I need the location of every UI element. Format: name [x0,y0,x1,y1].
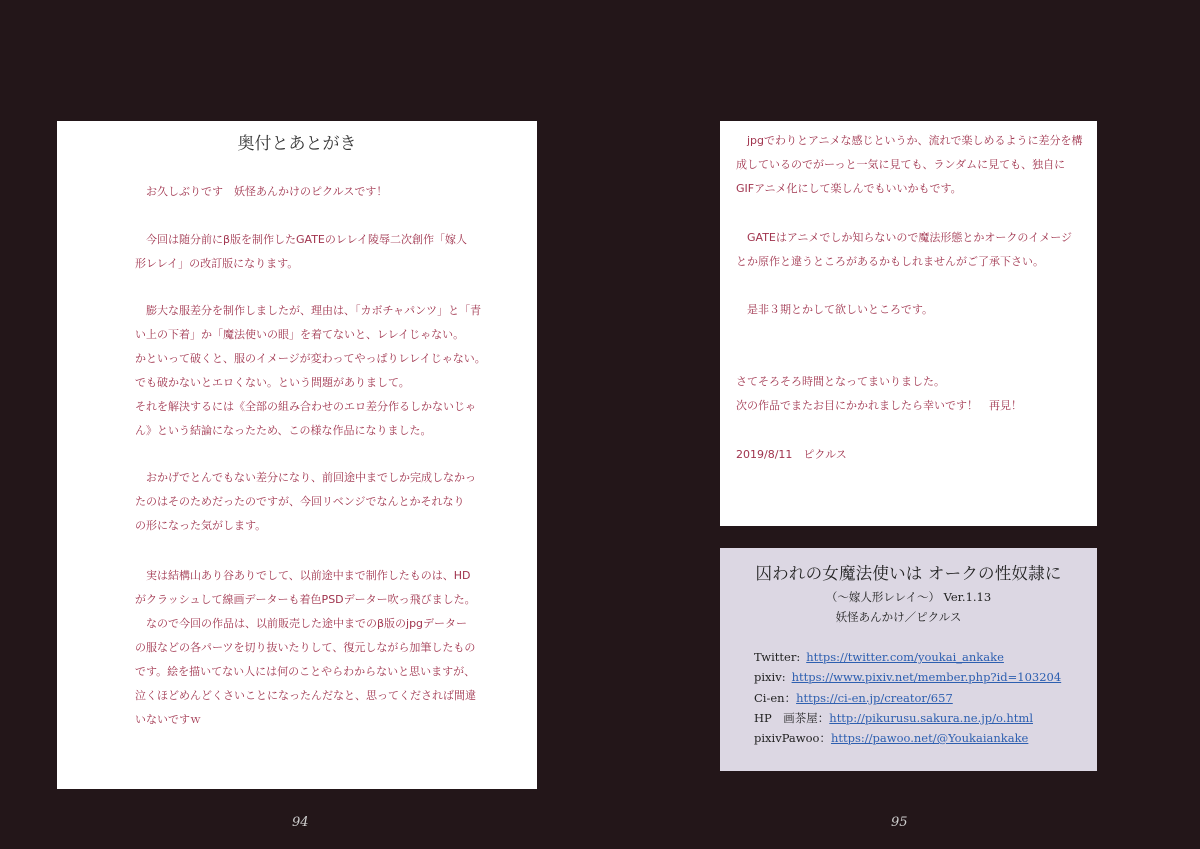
paragraph-farewell: さてそろそろ時間となってまいりました。 次の作品でまたお目にかかれましたら幸いです！ 再見！ [736,375,1022,412]
right-page-afterword [720,121,1097,526]
link-row-pixiv [754,670,1061,684]
paragraph-revenge: おかげでとんでもない差分になり、前回途中までしか完成しなかっ たのはそのためだったのですが、今回リベンジでなんとかそれなり の形になった気がします。 [135,471,476,532]
hp-link[interactable]: http://pikurusu.sakura.ne.jp/o.html [829,711,1033,725]
link-label-cien: Ci-en： [754,691,797,705]
link-row-pawoo [754,730,1028,746]
colophon-subtitle: （～嫁人形レレイ～） Ver.1.13 [825,590,992,604]
paragraph-intro: 今回は随分前にβ版を制作したGATEのレレイ陵辱二次創作「嫁人 形レレイ」の改訂版になります。 [135,233,468,270]
pawoo-link[interactable]: https://pawoo.net/@Youkaiankake [830,731,1029,745]
link-label-hp: HP 画茶屋： [754,711,830,725]
link-label-twitter: Twitter: [754,650,801,664]
page-title: 奥付とあとがき [237,134,357,154]
paragraph-season3: 是非３期とかして欲しいところです。 [736,303,934,316]
colophon-author: 妖怪あんかけ／ピクルス [835,610,962,624]
colophon-box [720,548,1097,771]
link-row-cien [754,690,953,706]
link-row-hp [754,710,1033,726]
paragraph-crash-story: 実は結構山あり谷ありでして、以前途中まで制作したものは、HD がクラッシュして線画データーも着色PSDデーター吹っ飛びました。 なので今回の作品は、以前販売した途中までのβ版のjpgデーター の服などの各パーツを切り抜いたりして、復元しながら加筆したもの です。絵を描いてない人には何のことやらわからないと思いますが、 泣くほどめんどくさいことになったんだなと、思ってくだされば間違 いないですｗ [135,569,476,726]
link-label-pawoo: pixivPawoo： [754,731,831,745]
paragraph-greeting: お久しぶりです 妖怪あんかけのピクルスです！ [135,185,388,198]
paragraph-gate-anime: GATEはアニメでしか知らないので魔法形態とかオークのイメージ とか原作と違うところがあるかもしれませんがご了承下さい。 [736,231,1072,268]
paragraph-jpg-animation: jpgでわりとアニメな感じというか、流れで楽しめるように差分を構 成しているのでがーっと一気に見ても、ランダムに見ても、独自に GIFアニメ化にして楽しんでもいいかもです。 [736,134,1083,195]
twitter-link[interactable]: https://twitter.com/youkai_ankake [806,650,1004,664]
link-row-twitter [754,650,1004,664]
link-label-pixiv: pixiv: [754,670,786,684]
pixiv-link[interactable]: https://www.pixiv.net/member.php?id=103204 [791,670,1062,684]
page-number-left: 94 [292,815,309,830]
page-number-right: 95 [891,815,908,830]
left-page [57,121,537,789]
colophon-title: 囚われの女魔法使いは オークの性奴隷に [755,564,1062,583]
signature-date: 2019/8/11 ピクルス [736,448,847,461]
paragraph-costume-variants: 膨大な服差分を制作しましたが、理由は、「カボチャパンツ」と「青 い上の下着」か「魔法使いの眼」を着てないと、レレイじゃない。 かといって破くと、服のイメージが変わってやっぱりレレイじゃない。 でも破かないとエロくない。という問題がありまして。 それを解決するには《全部の組み合わせのエロ差分作るしかないじゃ ん》という結論になったため、この様な作品になりました。 [135,304,486,437]
cien-link[interactable]: https://ci-en.jp/creator/657 [796,691,953,705]
